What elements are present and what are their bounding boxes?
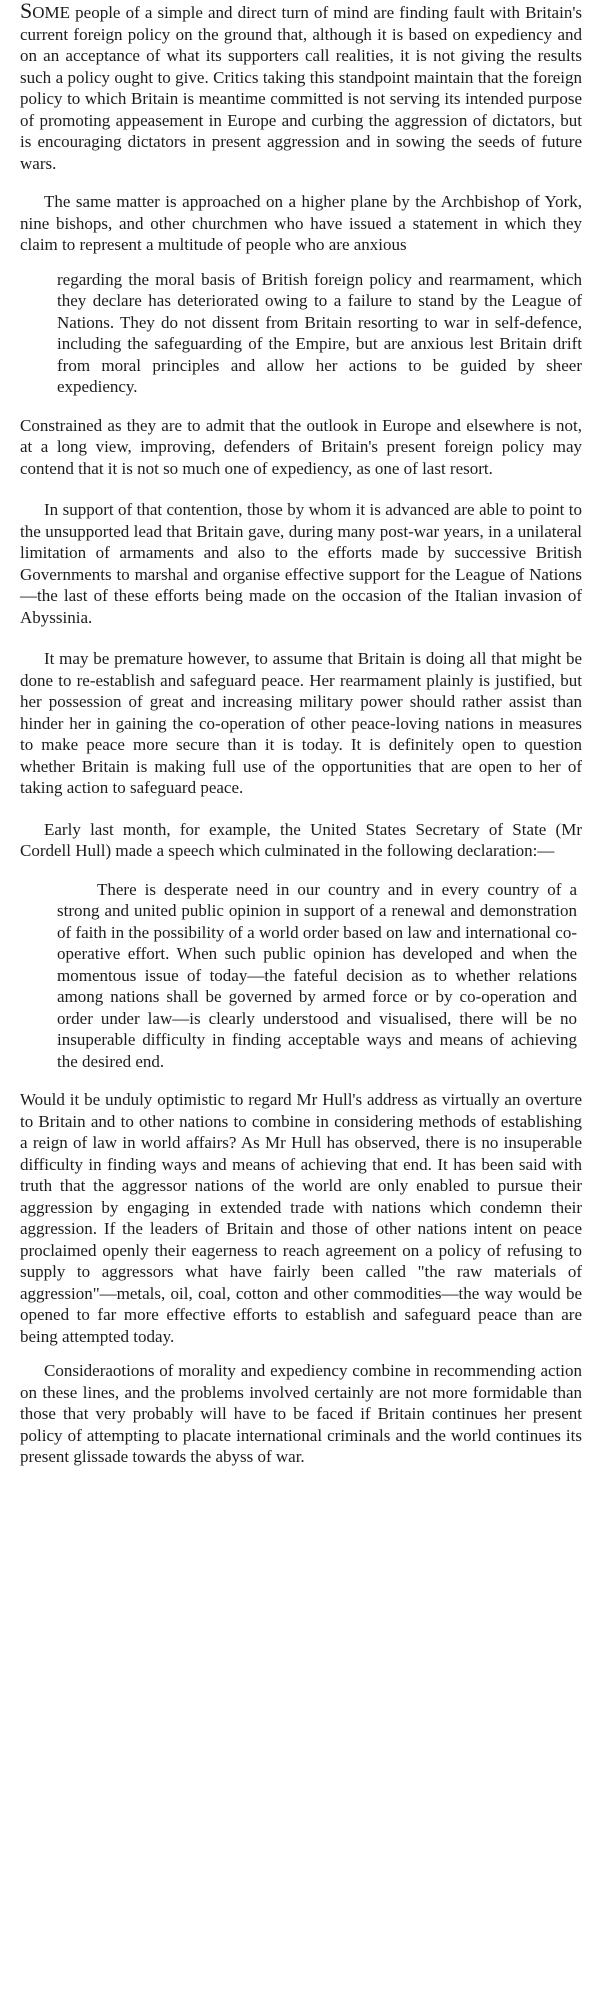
paragraph-7: Would it be unduly optimistic to regard Mr Hull's address as virtually an overture to Britain and to other nations to combine in considering methods of establishing a reign of law in world affairs? As Mr Hull has observed, there is no insuperable difficulty in finding ways and means of achieving that end. It has been said with truth that the aggressor nations of the world are only enabled to pursue their aggression by engaging in extended trade with nations which condemn their aggression. If the leaders of Britain and those of other nations intent on peace proclaimed openly their eagerness to reach agreement on a policy of refusing to supply to aggressors what have fairly been called "the raw materials of aggression"—metals, oil, coal, cotton and other commodities—the way would be opened to far more effective efforts to establish and safeguard peace than are being attempted today. bbox=[20, 1090, 582, 1346]
paragraph-3: Constrained as they are to admit that the outlook in Europe and elsewhere is not, at a long view, improving, defenders of Britain's present foreign policy may contend that it is not so much one of expediency, as one of last resort. bbox=[20, 415, 582, 478]
drop-cap: S bbox=[20, 0, 33, 23]
paragraph-1-text: OME people of a simple and direct turn of mind are finding fault with Britain's current foreign policy on the ground that, although it is based on expediency and on an acceptance of what its supporters call realities, it is not giving the results such a policy ought to give. Critics taking this standpoint maintain that the foreign policy to which Britain is meantime committed is not serving its intended purpose of promoting appeasement in Europe and curbing the aggression of dictators, but is encouraging dictators in present aggression and in sowing the seeds of future wars. bbox=[20, 3, 582, 173]
paragraph-6: Early last month, for example, the United States Secretary of State (Mr Cordell Hull) made a speech which culminated in the following declaration:— bbox=[20, 819, 582, 860]
paragraph-2: The same matter is approached on a higher plane by the Archbishop of York, nine bishops, and other churchmen who have issued a statement in which they claim to represent a multitude of people who are anxious bbox=[20, 192, 582, 254]
quoted-statement-churchmen: regarding the moral basis of British foreign policy and rearmament, which they declare has deteriorated owing to a failure to stand by the League of Nations. They do not dissent from Britain resorting to war in self-defence, including the safeguarding of the Empire, but are anxious lest Britain drift from moral principles and allow her actions to be guided by sheer expediency. bbox=[57, 269, 582, 396]
paragraph-5: It may be premature however, to assume that Britain is doing all that might be done to re-establish and safeguard peace. Her rearmament plainly is justified, but her possession of great and increasing military power should rather assist than hinder her in gaining the co-operation of other peace-loving nations in measures to make peace more secure than it is today. It is definitely open to question whether Britain is making full use of the opportunities that are open to her of taking action to safeguard peace. bbox=[20, 649, 582, 797]
quoted-declaration-hull: There is desperate need in our country and in every country of a strong and united public opinion in support of a renewal and demonstration of faith in the possibility of a world order based on law and international co-operative effort. When such public opinion has developed and when the momentous issue of today—the fateful decision as to whether relations among nations shall be governed by armed force or by co-operation and order under law—is clearly understood and visualised, there will be no insuperable difficulty in finding acceptable ways and means of achieving the desired end. bbox=[57, 879, 577, 1071]
paragraph-8: Consideraotions of morality and expediency combine in recommending action on these lines, and the problems involved certainly are not more formidable than those that very probably will have to be faced if Britain continues her present policy of attempting to placate international criminals and the world continues its present glissade towards the abyss of war. bbox=[20, 1361, 582, 1466]
paragraph-1 bbox=[20, 0, 582, 174]
paragraph-4: In support of that contention, those by whom it is advanced are able to point to the unsupported lead that Britain gave, during many post-war years, in a unilateral limitation of armaments and also to the efforts made by successive British Governments to marshal and organise effective support for the League of Nations—the last of these efforts being made on the occasion of the Italian invasion of Abyssinia. bbox=[20, 500, 582, 627]
